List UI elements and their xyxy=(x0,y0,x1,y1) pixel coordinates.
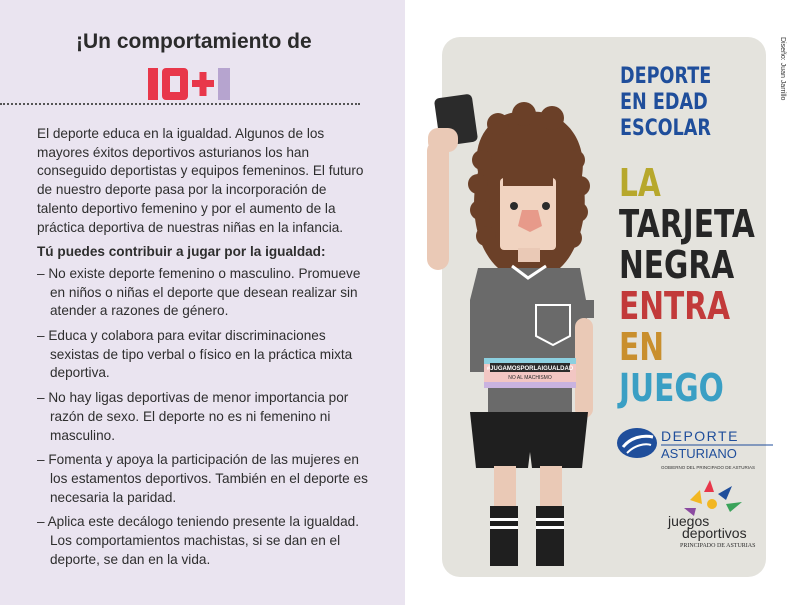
slogan-line: JUEGO xyxy=(619,366,724,410)
svg-text:GOBIERNO DEL PRINCIPADO DE AST: GOBIERNO DEL PRINCIPADO DE ASTURIAS xyxy=(661,465,756,470)
poster-slogan xyxy=(619,163,755,409)
list-item: – Aplica este decálogo teniendo presente la igualdad. Los comportamientos machistas, si se dan en el deporte, se dan en la vida. xyxy=(37,513,369,569)
slogan-line: ENTRA xyxy=(619,284,731,328)
heading-line: ESCOLAR xyxy=(620,116,711,141)
juegos-deportivos-logo xyxy=(660,478,770,550)
slogan-line: NEGRA xyxy=(619,243,735,287)
list-item: – No hay ligas deportivas de menor importancia por razón de sexo. El deporte no es ni femenino ni masculino. xyxy=(37,389,369,445)
heading-line: DEPORTE xyxy=(620,64,712,89)
belt-subtitle: NO AL MACHISMO xyxy=(508,375,552,381)
svg-text:juegos: juegos xyxy=(668,513,710,529)
list-subtitle: Tú puedes contribuir a jugar por la igualdad: xyxy=(37,244,326,260)
belt-hashtag: #JUGAMOSPORLAIGUALDAD xyxy=(486,366,574,372)
svg-text:DEPORTE: DEPORTE xyxy=(661,428,739,444)
list-item: – Fomenta y apoya la participación de las mujeres en los estamentos deportivos. También en el deporte es necesaria la paridad. xyxy=(37,451,369,507)
deporte-asturiano-logo xyxy=(615,425,775,475)
list-item: – Educa y colabora para evitar discriminaciones sexistas de tipo verbal o físico en la práctica mixta deportiva. xyxy=(37,327,369,383)
slogan-line: LA xyxy=(619,161,661,205)
svg-text:deportivos: deportivos xyxy=(682,525,747,541)
slogan-line: TARJETA xyxy=(619,202,755,246)
intro-paragraph: El deporte educa en la igualdad. Algunos de los mayores éxitos deportivos asturianos los han conseguido deportistas y equipos femeninos. El futuro de nuestro deporte pasa por la incorporación de talento deportivo femenino y por el aumento de la práctica deportiva de nuestras niñas en la infancia. xyxy=(37,126,364,235)
heading-line: EN EDAD xyxy=(620,90,708,115)
list-item: – No existe deporte femenino o masculino. Promueve en niños o niñas el deporte que desean realizar sin atender a razones de género. xyxy=(37,265,369,321)
design-credit: Diseño: Juan Jarrillo xyxy=(779,37,786,101)
svg-text:ASTURIANO: ASTURIANO xyxy=(661,446,737,461)
slogan-line: EN xyxy=(619,325,665,369)
svg-text:PRINCIPADO DE ASTURIAS: PRINCIPADO DE ASTURIAS xyxy=(680,543,756,549)
page-title: ¡Un comportamiento de xyxy=(76,30,312,53)
poster-heading xyxy=(620,64,716,142)
